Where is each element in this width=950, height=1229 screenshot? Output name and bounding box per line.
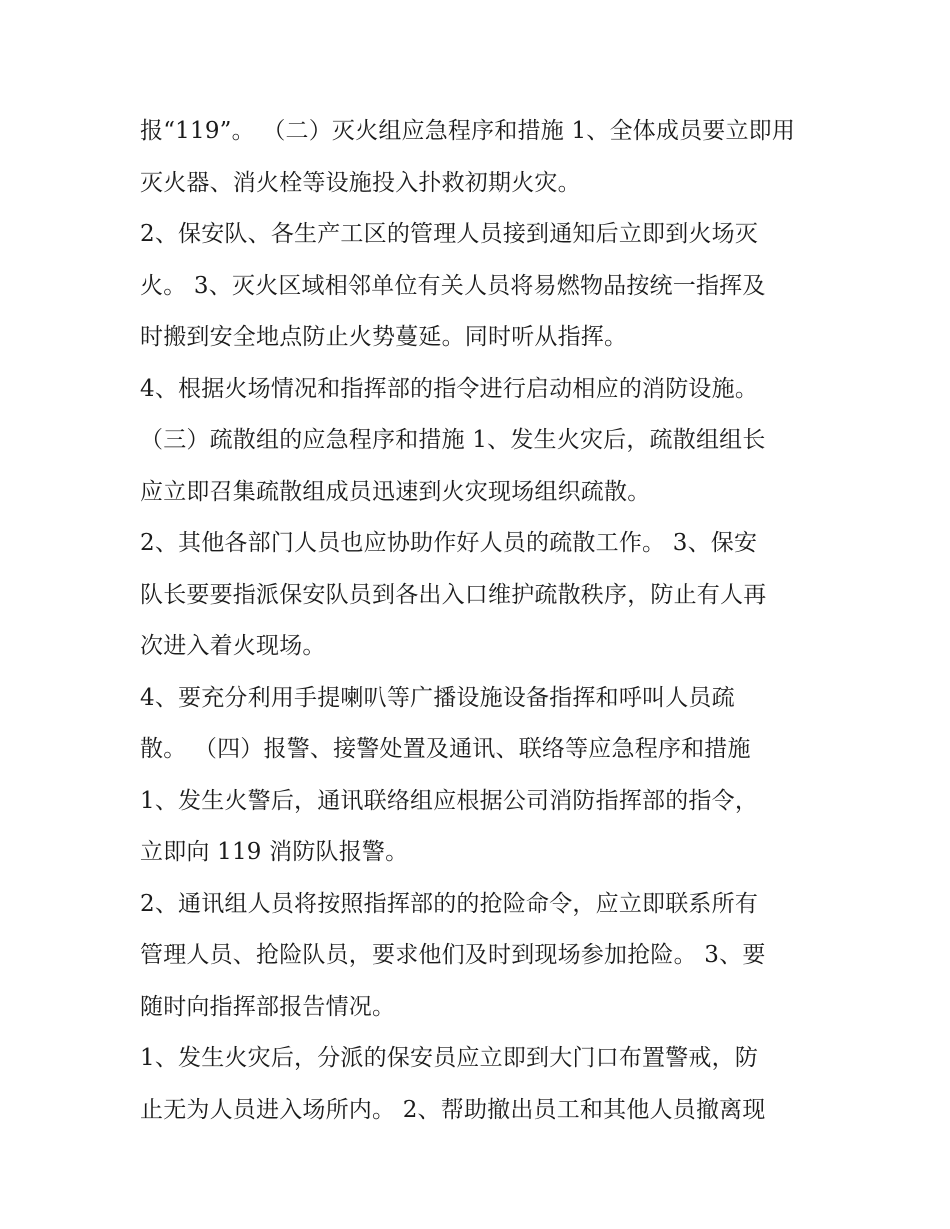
document-body — [140, 106, 820, 1136]
text-line: 火。 3、灭火区域相邻单位有关人员将易燃物品按统一指挥及 — [140, 272, 766, 299]
text-line: 灭火器、消火栓等设施投入扑救初期火灾。 — [140, 169, 581, 196]
text-line: 管理人员、抢险队员，要求他们及时到现场参加抢险。 3、要 — [140, 942, 766, 968]
text-line: 1、发生火警后，通讯联络组应根据公司消防指挥部的指令， — [140, 787, 759, 814]
text-line: 报“119”。 （二）灭火组应急程序和措施 1、全体成员要立即用 — [140, 118, 796, 144]
text-line: 4、根据火场情况和指挥部的指令进行启动相应的消防设施。 — [140, 375, 759, 402]
text-line: 应立即召集疏散组成员迅速到火灾现场组织疏散。 — [140, 478, 651, 505]
text-line: 时搬到安全地点防止火势蔓延。同时听从指挥。 — [140, 324, 628, 350]
text-line: 1、发生火灾后，分派的保安员应立即到大门口布置警戒，防 — [140, 1045, 759, 1071]
text-line: 止无为人员进入场所内。 2、帮助撤出员工和其他人员撤离现 — [140, 1096, 766, 1123]
text-line: 4、要充分利用手提喇叭等广播设施设备指挥和呼叫人员疏 — [140, 684, 735, 711]
text-line: （三）疏散组的应急程序和措施 1、发生火灾后，疏散组组长 — [140, 427, 766, 453]
text-line: 随时向指挥部报告情况。 — [140, 993, 396, 1020]
text-line: 队长要要指派保安队员到各出入口维护疏散秩序，防止有人再 — [140, 581, 767, 608]
text-line: 2、保安队、各生产工区的管理人员接到通知后立即到火场灭 — [140, 221, 759, 247]
text-line: 2、通讯组人员将按照指挥部的的抢险命令，应立即联系所有 — [140, 890, 759, 917]
text-line: 2、其他各部门人员也应协助作好人员的疏散工作。 3、保安 — [140, 530, 758, 556]
text-line: 散。 （四）报警、接警处置及通讯、联络等应急程序和措施 — [140, 736, 751, 762]
text-line: 立即向 119 消防队报警。 — [140, 839, 409, 865]
text-line: 次进入着火现场。 — [140, 633, 326, 659]
